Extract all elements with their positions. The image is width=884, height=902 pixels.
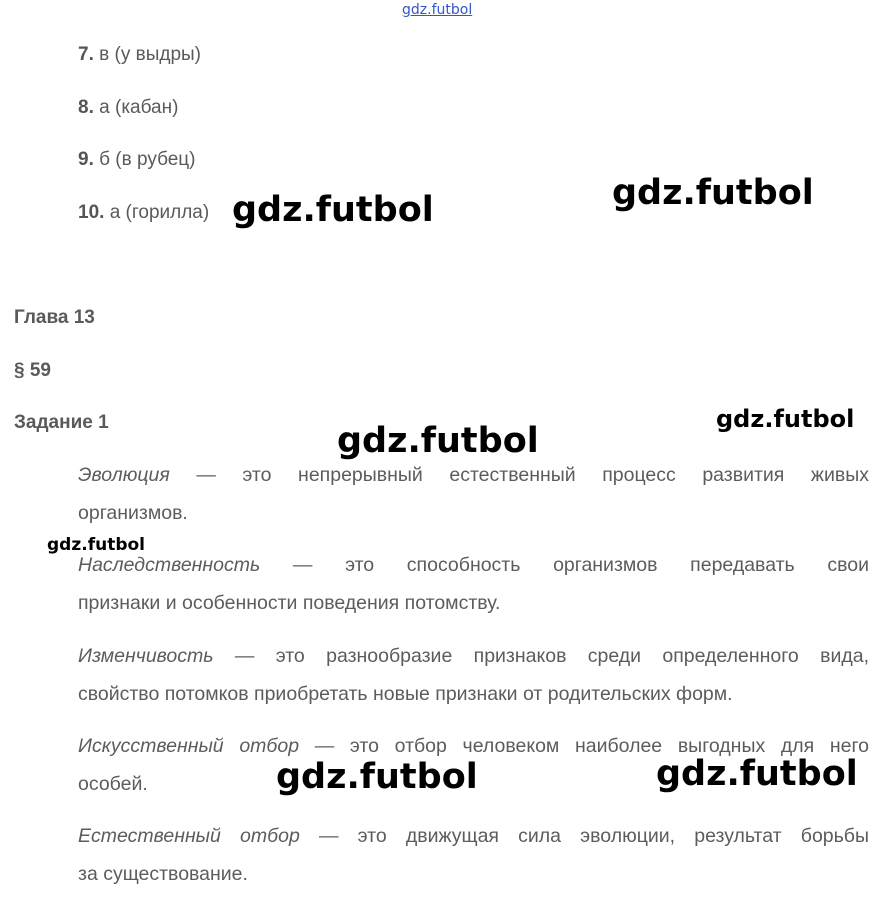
definition-term: Естественный отбор bbox=[78, 825, 300, 847]
definition-term: Эволюция bbox=[78, 464, 170, 486]
definition-term: Изменчивость bbox=[78, 645, 214, 667]
definition-text: — это способность организмов передавать свои bbox=[260, 554, 869, 576]
watermark: gdz.futbol bbox=[47, 535, 145, 555]
definition-text-cont: особей. bbox=[78, 773, 148, 795]
answer-number: 7. bbox=[78, 44, 94, 65]
answer-text: а (горилла) bbox=[109, 202, 210, 223]
definition-text-cont: за существование. bbox=[78, 863, 248, 885]
definition-text: — это отбор человеком наиболее выгодных для него bbox=[299, 735, 869, 757]
watermark: gdz.futbol bbox=[337, 421, 539, 461]
definition-text: — это непрерывный естественный процесс развития живых bbox=[169, 464, 869, 486]
definition-text-cont: признаки и особенности поведения потомству. bbox=[78, 592, 501, 614]
answer-8 bbox=[78, 97, 178, 119]
definition-evolution bbox=[78, 456, 869, 532]
definition-text-cont: свойство потомков приобретать новые признаки от родительских форм. bbox=[78, 683, 733, 705]
definition-natural-selection bbox=[78, 817, 869, 893]
answer-number: 10. bbox=[78, 202, 105, 223]
watermark: gdz.futbol bbox=[612, 173, 814, 213]
watermark: gdz.futbol bbox=[716, 405, 855, 433]
answer-text: а (кабан) bbox=[99, 97, 179, 118]
section-title: § 59 bbox=[14, 360, 51, 381]
definition-text: — это разнообразие признаков среди определенного вида, bbox=[213, 645, 869, 667]
watermark: gdz.futbol bbox=[276, 757, 478, 797]
definition-text: — это движущая сила эволюции, результат борьбы bbox=[299, 825, 869, 847]
answer-text: б (в рубец) bbox=[99, 149, 196, 170]
watermark: gdz.futbol bbox=[656, 754, 858, 794]
answer-number: 9. bbox=[78, 149, 94, 170]
answer-9 bbox=[78, 149, 196, 171]
definition-variability bbox=[78, 637, 869, 713]
watermark: gdz.futbol bbox=[232, 190, 434, 230]
definition-heredity bbox=[78, 546, 869, 622]
answer-text: в (у выдры) bbox=[99, 44, 202, 65]
task-title: Задание 1 bbox=[14, 412, 109, 433]
header-link[interactable]: gdz.futbol bbox=[402, 2, 473, 18]
definition-text-cont: организмов. bbox=[78, 502, 188, 524]
definition-term: Искусственный отбор bbox=[78, 735, 300, 757]
answer-7 bbox=[78, 44, 201, 66]
definition-term: Наследственность bbox=[78, 554, 261, 576]
answer-number: 8. bbox=[78, 97, 94, 118]
answer-10 bbox=[78, 202, 209, 224]
chapter-title: Глава 13 bbox=[14, 307, 95, 328]
